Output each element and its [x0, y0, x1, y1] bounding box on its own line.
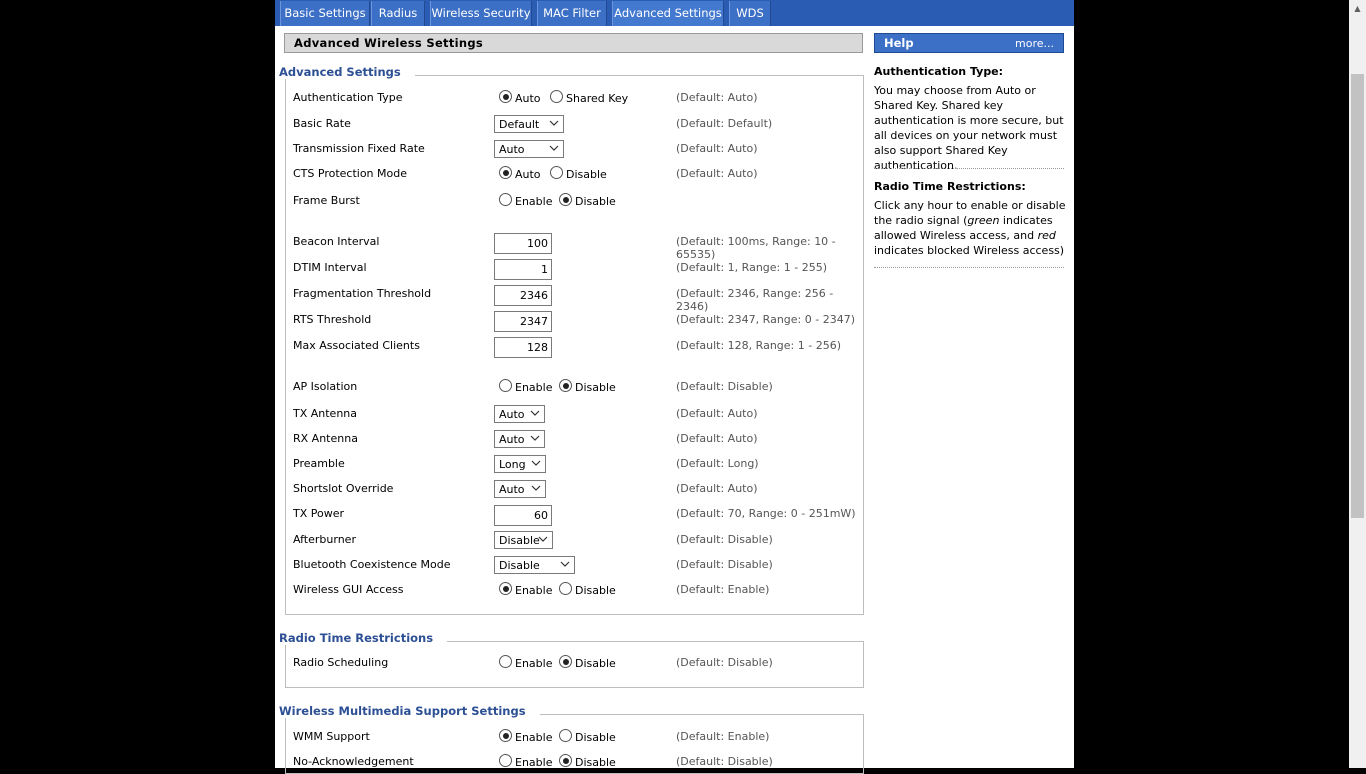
tx-power-label: TX Power: [293, 507, 345, 520]
preamble-select[interactable]: Long: [494, 455, 546, 473]
help-divider: [874, 267, 1064, 268]
tab-wireless-security[interactable]: Wireless Security: [430, 1, 532, 26]
max-clients-label: Max Associated Clients: [293, 339, 420, 352]
beacon-default: (Default: 100ms, Range: 10 - 65535): [676, 235, 836, 261]
tx-antenna-default: (Default: Auto): [676, 407, 758, 420]
help-header: [874, 33, 1064, 53]
tx-antenna-label: TX Antenna: [293, 407, 358, 420]
tx-antenna-select[interactable]: Auto: [494, 405, 545, 423]
help-green-word: green: [967, 214, 1000, 227]
tab-basic-settings[interactable]: Basic Settings: [280, 1, 370, 26]
dtim-input[interactable]: 1: [494, 259, 552, 280]
chevron-down-icon: [530, 406, 540, 420]
no-ack-row: No-Acknowledgement Enable Disable (Default: Disable): [293, 755, 773, 769]
rx-antenna-label: RX Antenna: [293, 432, 358, 445]
radio-sched-default: (Default: Disable): [676, 656, 773, 669]
help-radio-text: Click any hour to enable or disable the radio signal (green indicates allowed Wireless access, and red indicates blocked Wireless access): [874, 199, 1066, 257]
max-clients-row: [293, 336, 863, 358]
tx-antenna-row: [293, 404, 863, 426]
shortslot-select[interactable]: Auto: [494, 480, 546, 498]
tx-fixed-rate-label: Transmission Fixed Rate: [293, 142, 425, 155]
radio-sched-row: Radio Scheduling Enable Disable (Default: Disable): [293, 656, 773, 670]
cts-label: CTS Protection Mode: [293, 167, 407, 180]
tab-radius[interactable]: Radius: [371, 1, 425, 26]
help-title: Help: [884, 36, 914, 50]
frag-input[interactable]: 2346: [494, 285, 552, 306]
frag-default: (Default: 2346, Range: 256 - 2346): [676, 287, 834, 313]
settings-page: [275, 0, 1074, 768]
beacon-row: [293, 232, 863, 261]
bt-coex-select[interactable]: Disable: [494, 556, 575, 574]
ap-isolation-label: AP Isolation: [293, 380, 358, 393]
chevron-down-icon: [531, 481, 541, 495]
frag-label: Fragmentation Threshold: [293, 287, 432, 300]
rx-antenna-select[interactable]: Auto: [494, 430, 545, 448]
afterburner-label: Afterburner: [293, 533, 356, 546]
help-auth-text: You may choose from Auto or Shared Key. Shared key authentication is more secure, but all devices on your network must also support Shared Key authentication.: [874, 84, 1064, 172]
frag-row: [293, 284, 863, 313]
dtim-default: (Default: 1, Range: 1 - 255): [676, 261, 827, 274]
no-ack-label: No-Acknowledgement: [293, 755, 414, 768]
gui-access-label: Wireless GUI Access: [293, 583, 404, 596]
dtim-row: [293, 258, 863, 280]
basic-rate-select[interactable]: Default: [494, 115, 564, 133]
chevron-down-icon: [560, 557, 570, 571]
chevron-down-icon: [530, 431, 540, 445]
help-more-link[interactable]: more...: [1015, 37, 1054, 50]
basic-rate-label: Basic Rate: [293, 117, 351, 130]
advanced-settings-legend: Advanced Settings: [279, 65, 415, 79]
rts-label: RTS Threshold: [293, 313, 372, 326]
wmm-support-label: WMM Support: [293, 730, 370, 743]
cts-row: CTS Protection Mode Auto Disable (Default: Auto): [293, 167, 758, 181]
shortslot-row: [293, 479, 863, 501]
chevron-down-icon: [549, 116, 559, 130]
chevron-down-icon: [538, 532, 548, 546]
radio-time-legend: Radio Time Restrictions: [279, 631, 447, 645]
rts-row: [293, 310, 863, 332]
beacon-label: Beacon Interval: [293, 235, 380, 248]
rts-default: (Default: 2347, Range: 0 - 2347): [676, 313, 855, 326]
ap-isolation-row: AP Isolation Enable Disable (Default: Disable): [293, 380, 773, 394]
help-red-word: red: [1037, 229, 1056, 242]
auth-type-default: (Default: Auto): [676, 91, 758, 104]
tx-power-input[interactable]: 60: [494, 505, 552, 526]
help-radio-heading: Radio Time Restrictions:: [874, 180, 1026, 193]
scroll-up-arrow-icon[interactable]: ▲: [1354, 4, 1361, 13]
wmm-legend: Wireless Multimedia Support Settings: [279, 704, 540, 718]
tx-power-default: (Default: 70, Range: 0 - 251mW): [676, 507, 856, 520]
shortslot-default: (Default: Auto): [676, 482, 758, 495]
afterburner-row: [293, 530, 863, 552]
radio-sched-label: Radio Scheduling: [293, 656, 389, 669]
help-divider: [874, 168, 1064, 169]
tab-wds[interactable]: WDS: [729, 1, 771, 26]
wmm-support-row: WMM Support Enable Disable (Default: Enable): [293, 730, 770, 744]
help-auth-heading: Authentication Type:: [874, 65, 1004, 78]
tab-bar: [275, 0, 1074, 26]
chevron-down-icon: [549, 141, 559, 155]
afterburner-default: (Default: Disable): [676, 533, 773, 546]
frame-burst-row: Frame Burst Enable Disable: [293, 194, 616, 208]
scrollbar-thumb[interactable]: [1351, 74, 1364, 518]
page-scrollbar[interactable]: [1349, 0, 1366, 768]
basic-rate-row: [293, 114, 863, 136]
gui-access-row: Wireless GUI Access Enable Disable (Default: Enable): [293, 583, 770, 597]
tx-fixed-rate-select[interactable]: Auto: [494, 140, 564, 158]
page-title: Advanced Wireless Settings: [284, 33, 863, 53]
wmm-support-default: (Default: Enable): [676, 730, 770, 743]
tab-mac-filter[interactable]: MAC Filter: [537, 1, 607, 26]
rts-input[interactable]: 2347: [494, 311, 552, 332]
shortslot-label: Shortslot Override: [293, 482, 394, 495]
preamble-label: Preamble: [293, 457, 345, 470]
auth-type-label: Authentication Type: [293, 91, 403, 104]
tab-advanced-settings[interactable]: Advanced Settings: [612, 1, 724, 26]
bt-coex-default: (Default: Disable): [676, 558, 773, 571]
rx-antenna-row: [293, 429, 863, 451]
bt-coex-row: [293, 555, 863, 577]
chevron-down-icon: [531, 456, 541, 470]
dtim-label: DTIM Interval: [293, 261, 367, 274]
preamble-row: [293, 454, 863, 476]
auth-type-row: Authentication Type Auto Shared Key (Default: Auto): [293, 91, 758, 105]
frame-burst-label: Frame Burst: [293, 194, 360, 207]
preamble-default: (Default: Long): [676, 457, 759, 470]
bt-coex-label: Bluetooth Coexistence Mode: [293, 558, 451, 571]
max-clients-input[interactable]: 128: [494, 337, 552, 358]
max-clients-default: (Default: 128, Range: 1 - 256): [676, 339, 841, 352]
gui-access-default: (Default: Enable): [676, 583, 770, 596]
tx-power-row: [293, 504, 863, 526]
afterburner-select[interactable]: Disable: [494, 531, 553, 549]
basic-rate-default: (Default: Default): [676, 117, 773, 130]
ap-isolation-default: (Default: Disable): [676, 380, 773, 393]
tx-fixed-rate-default: (Default: Auto): [676, 142, 758, 155]
beacon-input[interactable]: 100: [494, 233, 552, 254]
tx-fixed-rate-row: [293, 139, 863, 161]
no-ack-default: (Default: Disable): [676, 755, 773, 768]
cts-default: (Default: Auto): [676, 167, 758, 180]
rx-antenna-default: (Default: Auto): [676, 432, 758, 445]
